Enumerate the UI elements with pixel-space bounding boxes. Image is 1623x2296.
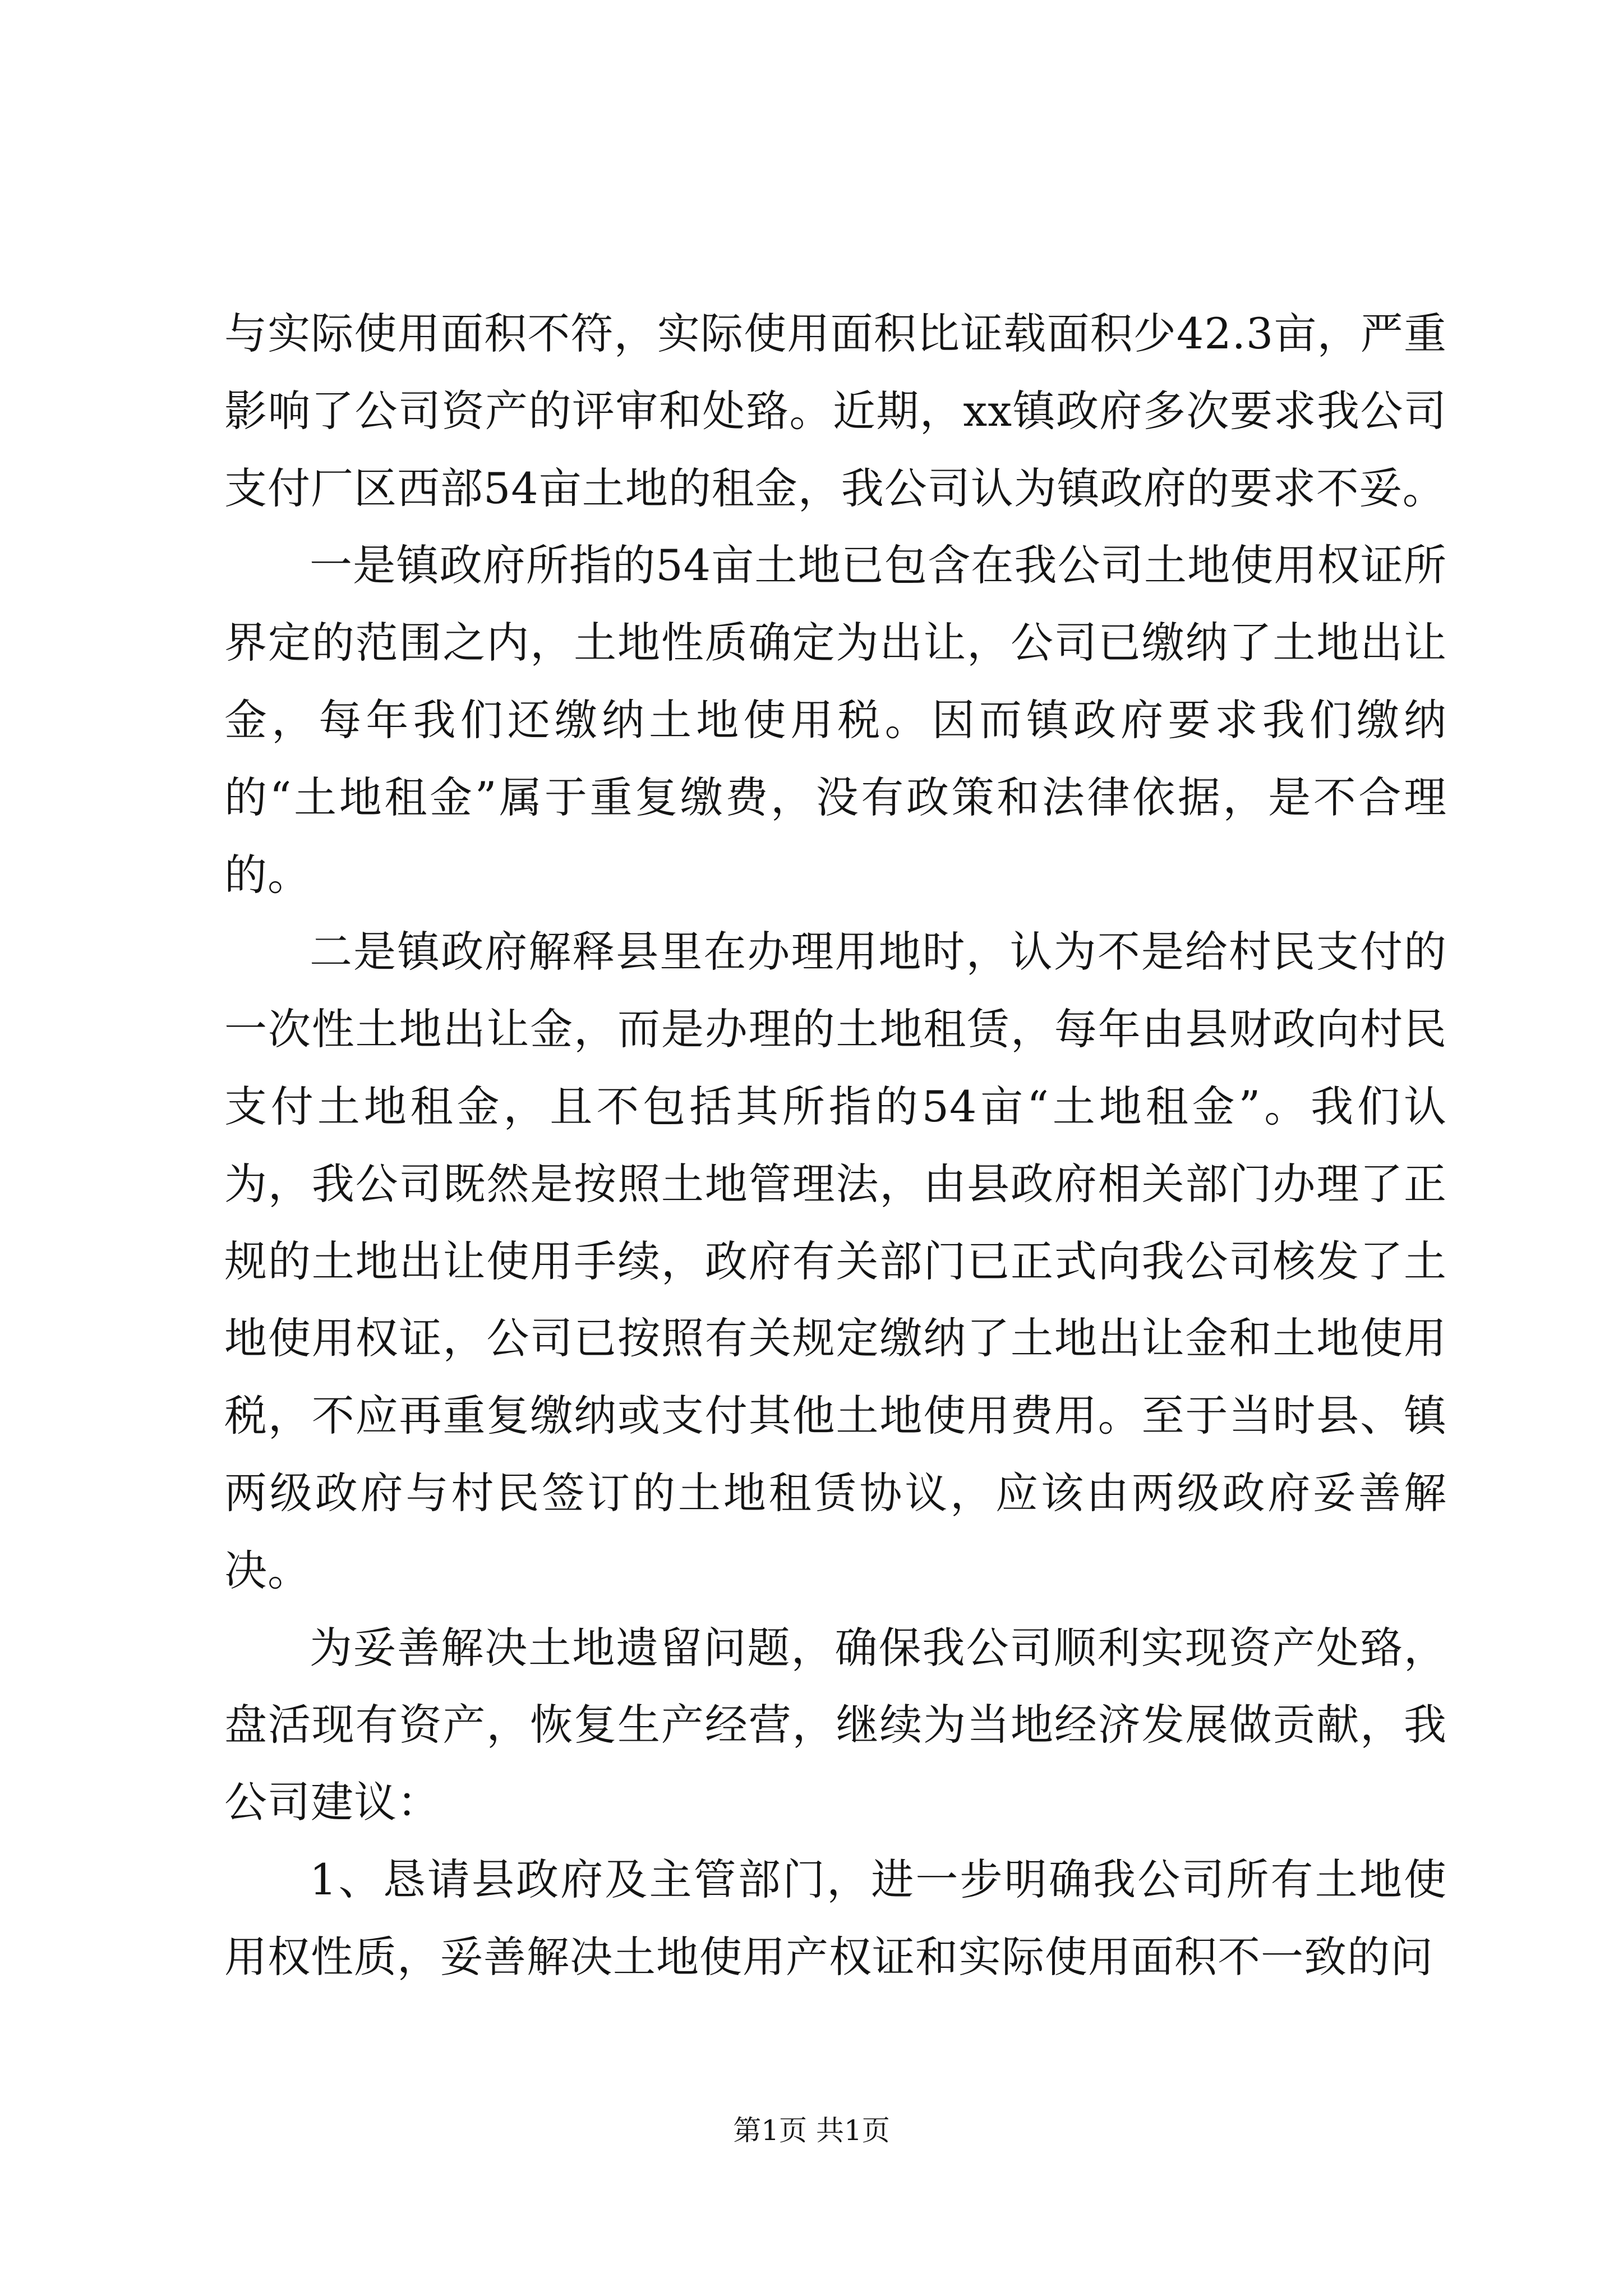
page-footer: 第1页 共1页 — [733, 2114, 890, 2147]
document-body — [224, 295, 1447, 1996]
paragraph-point-two: 二是镇政府解释县里在办理用地时，认为不是给村民支付的一次性土地出让金，而是办理的土地租赁，每年由县财政向村民支付土地租金，且不包括其所指的54亩“土地租金”。我们认为，我公司既然是按照土地管理法，由县政府相关部门办理了正规的土地出让使用手续，政府有关部门已正式向我公司核发了土地使用权证，公司已按照有关规定缴纳了土地出让金和土地使用税，不应再重复缴纳或支付其他土地使用费用。至于当时县、镇两级政府与村民签订的土地租赁协议，应该由两级政府妥善解决。 — [224, 927, 1447, 1595]
paragraph-suggestions-intro: 为妥善解决土地遗留问题，确保我公司顺利实现资产处臵，盘活现有资产，恢复生产经营，继续为当地经济发展做贡献，我公司建议： — [224, 1622, 1447, 1828]
paragraph-continuation: 与实际使用面积不符，实际使用面积比证载面积少42.3亩，严重影响了公司资产的评审和处臵。近期，xx镇政府多次要求我公司支付厂区西部54亩土地的租金，我公司认为镇政府的要求不妥。 — [224, 309, 1447, 513]
paragraph-suggestion-one: 1、恳请县政府及主管部门，进一步明确我公司所有土地使用权性质，妥善解决土地使用产权证和实际使用面积不一致的问 — [224, 1854, 1447, 1982]
paragraph-point-one: 一是镇政府所指的54亩土地已包含在我公司土地使用权证所界定的范围之内，土地性质确定为出让，公司已缴纳了土地出让金，每年我们还缴纳土地使用税。因而镇政府要求我们缴纳的“土地租金”属于重复缴费，没有政策和法律依据，是不合理的。 — [224, 540, 1447, 900]
